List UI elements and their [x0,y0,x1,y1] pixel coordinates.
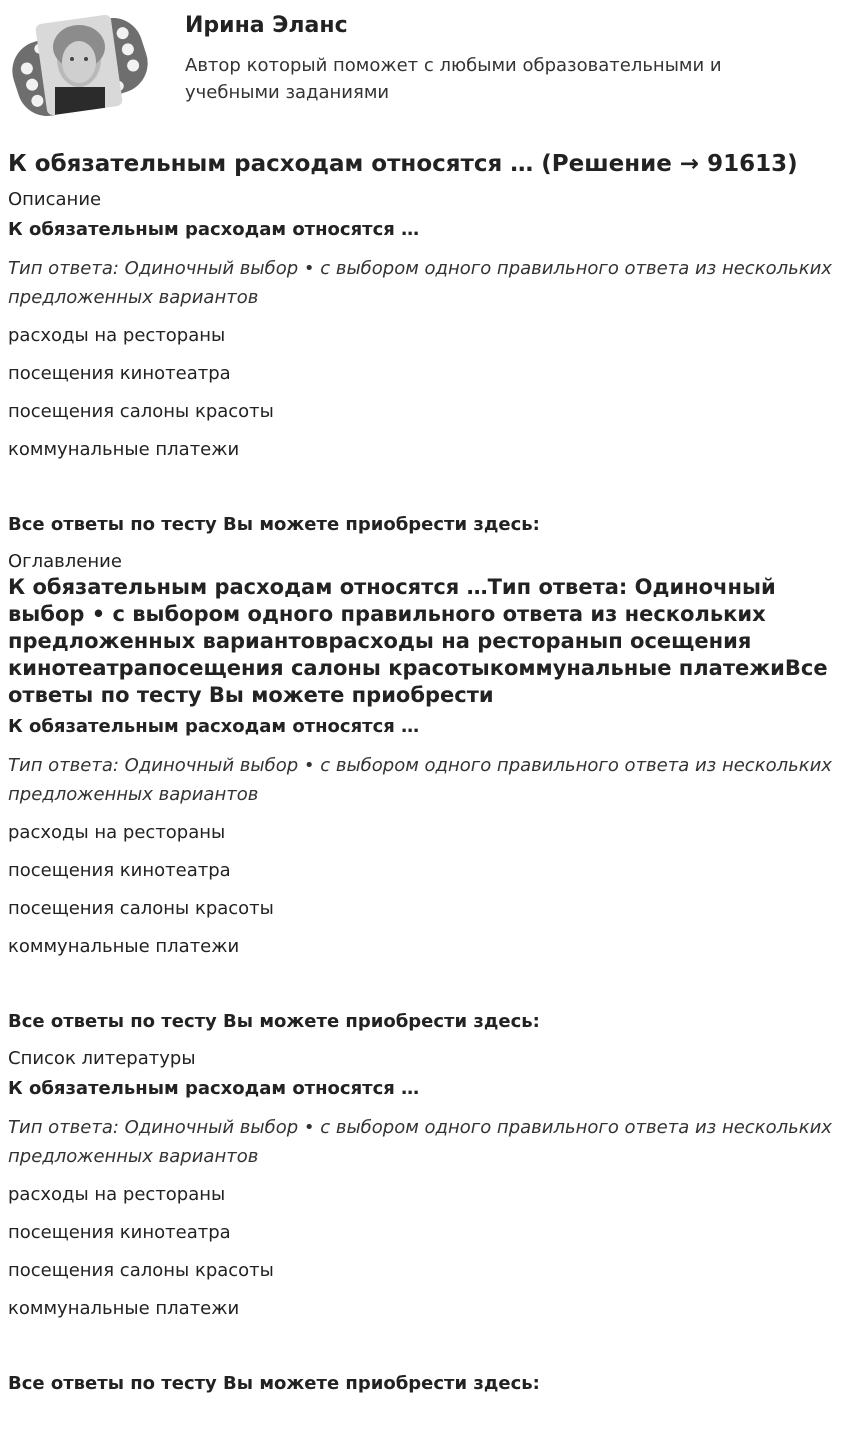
author-description: Автор который поможет с любыми образовательными и учебными заданиями [185,55,722,103]
question-text: К обязательным расходам относятся … [8,1078,420,1099]
section-heading-literature: Список литературы [8,1048,196,1069]
section-heading-description: Описание [8,189,102,210]
answer-option: коммунальные платежи [8,1298,240,1319]
answer-option: посещения салоны красоты [8,1260,274,1281]
buy-answers-text: Все ответы по тесту Вы можете приобрести здесь: [8,1373,540,1394]
answer-option: коммунальные платежи [8,936,240,957]
answer-option: коммунальные платежи [8,439,240,460]
answer-option: посещения салоны красоты [8,401,274,422]
toc-summary-heading: К обязательным расходам относятся …Тип ответа: Одиночный выбор • с выбором одного правильного ответа из нескольких предложенных вариантоврасходы на ресторанып осещения кинотеатрапосещения салоны красотыкоммунальные платежиВсе ответы по тесту Вы можете приобрести [8,575,828,707]
page-title: К обязательным расходам относятся … (Решение → 91613) [8,151,798,177]
answer-option: посещения салоны красоты [8,898,274,919]
buy-answers-text: Все ответы по тесту Вы можете приобрести здесь: [8,1011,540,1032]
answer-option: расходы на рестораны [8,1184,226,1205]
answer-type: Тип ответа: Одиночный выбор • с выбором одного правильного ответа из нескольких предложенных вариантов [8,1117,832,1167]
answer-option: посещения кинотеатра [8,363,231,384]
question-text: К обязательным расходам относятся … [8,219,420,240]
author-name[interactable]: Ирина Эланс [185,13,348,38]
answer-option: посещения кинотеатра [8,860,231,881]
answer-option: посещения кинотеатра [8,1222,231,1243]
question-text: К обязательным расходам относятся … [8,716,420,737]
buy-answers-text: Все ответы по тесту Вы можете приобрести здесь: [8,514,540,535]
section-heading-toc: Оглавление [8,551,122,572]
answer-type: Тип ответа: Одиночный выбор • с выбором одного правильного ответа из нескольких предложенных вариантов [8,258,832,308]
author-header [0,0,847,132]
avatar[interactable] [7,7,153,127]
answer-type: Тип ответа: Одиночный выбор • с выбором одного правильного ответа из нескольких предложенных вариантов [8,755,832,805]
answer-option: расходы на рестораны [8,822,226,843]
avatar-film-frame [7,7,153,127]
toc-section [8,550,839,1035]
main-content [0,150,847,1397]
answer-option: расходы на рестораны [8,325,226,346]
description-section [8,188,839,538]
literature-section [8,1047,839,1397]
